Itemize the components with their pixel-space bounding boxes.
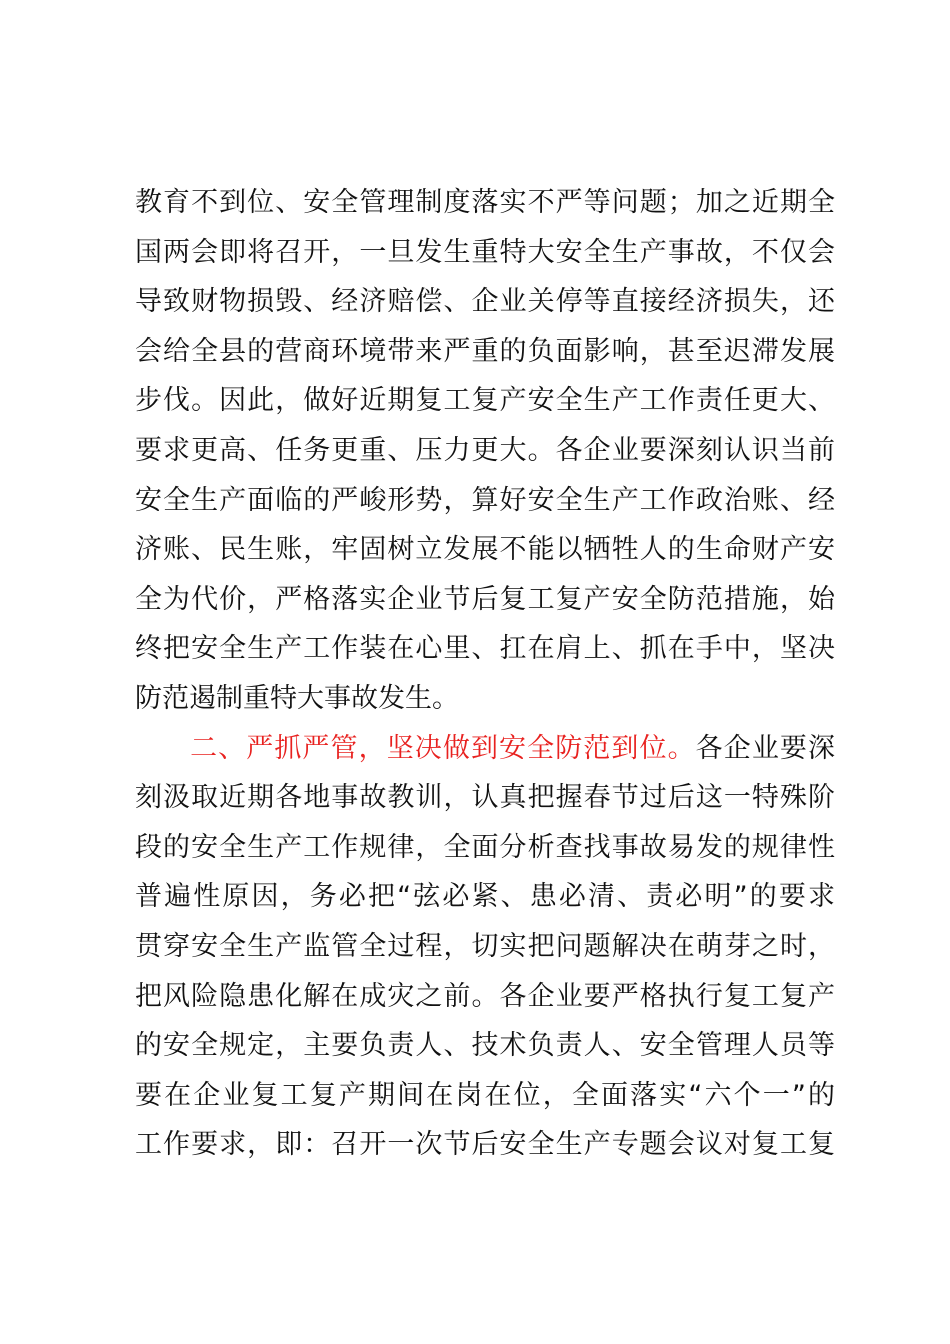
paragraph-1-line-7: 安全生产面临的严峻形势，算好安全生产工作政治账、经 (135, 484, 835, 516)
paragraph-1-line-9: 全为代价，严格落实企业节后复工复产安全防范措施，始 (135, 583, 835, 615)
paragraph-1-line-2: 国两会即将召开，一旦发生重特大安全生产事故，不仅会 (135, 236, 835, 268)
section-2-line-2: 刻汲取近期各地事故教训，认真把握春节过后这一特殊阶 (135, 782, 835, 814)
document-body (135, 178, 835, 1170)
section-2-line-9: 工作要求，即：召开一次节后安全生产专题会议对复工复 (135, 1129, 835, 1161)
paragraph-1-line-1: 教育不到位、安全管理制度落实不严等问题；加之近期全 (135, 187, 835, 218)
paragraph-1-line-11: 防范遏制重特大事故发生。 (135, 682, 459, 714)
section-2-line-4: 普遍性原因，务必把“弦必紧、患必清、责必明”的要求 (135, 881, 835, 913)
section-2-line-5: 贯穿安全生产监管全过程，切实把问题解决在萌芽之时， (135, 930, 835, 962)
paragraph-1-line-3: 导致财物损毁、经济赔偿、企业关停等直接经济损失，还 (135, 286, 835, 318)
section-2-heading: 二、严抓严管，坚决做到安全防范到位。 (189, 732, 696, 764)
section-2-first-line-rest: 各企业要深 (695, 732, 836, 764)
paragraph-1-line-10: 终把安全生产工作装在心里、扛在肩上、抓在手中，坚决 (135, 633, 835, 665)
paragraph-1-line-8: 济账、民生账，牢固树立发展不能以牺牲人的生命财产安 (135, 534, 835, 566)
section-2-first-line (135, 724, 835, 774)
paragraph-1-line-5: 步伐。因此，做好近期复工复产安全生产工作责任更大、 (135, 385, 835, 417)
paragraph-1-line-4: 会给全县的营商环境带来严重的负面影响，甚至迟滞发展 (135, 335, 835, 367)
section-2-line-3: 段的安全生产工作规律，全面分析查找事故易发的规律性 (135, 831, 835, 863)
section-2-line-6: 把风险隐患化解在成灾之前。各企业要严格执行复工复产 (135, 980, 835, 1012)
section-2-line-7: 的安全规定，主要负责人、技术负责人、安全管理人员等 (135, 1030, 835, 1062)
section-2-line-8: 要在企业复工复产期间在岗在位，全面落实“六个一”的 (135, 1079, 835, 1111)
paragraph-1-line-6: 要求更高、任务更重、压力更大。各企业要深刻认识当前 (135, 434, 835, 466)
